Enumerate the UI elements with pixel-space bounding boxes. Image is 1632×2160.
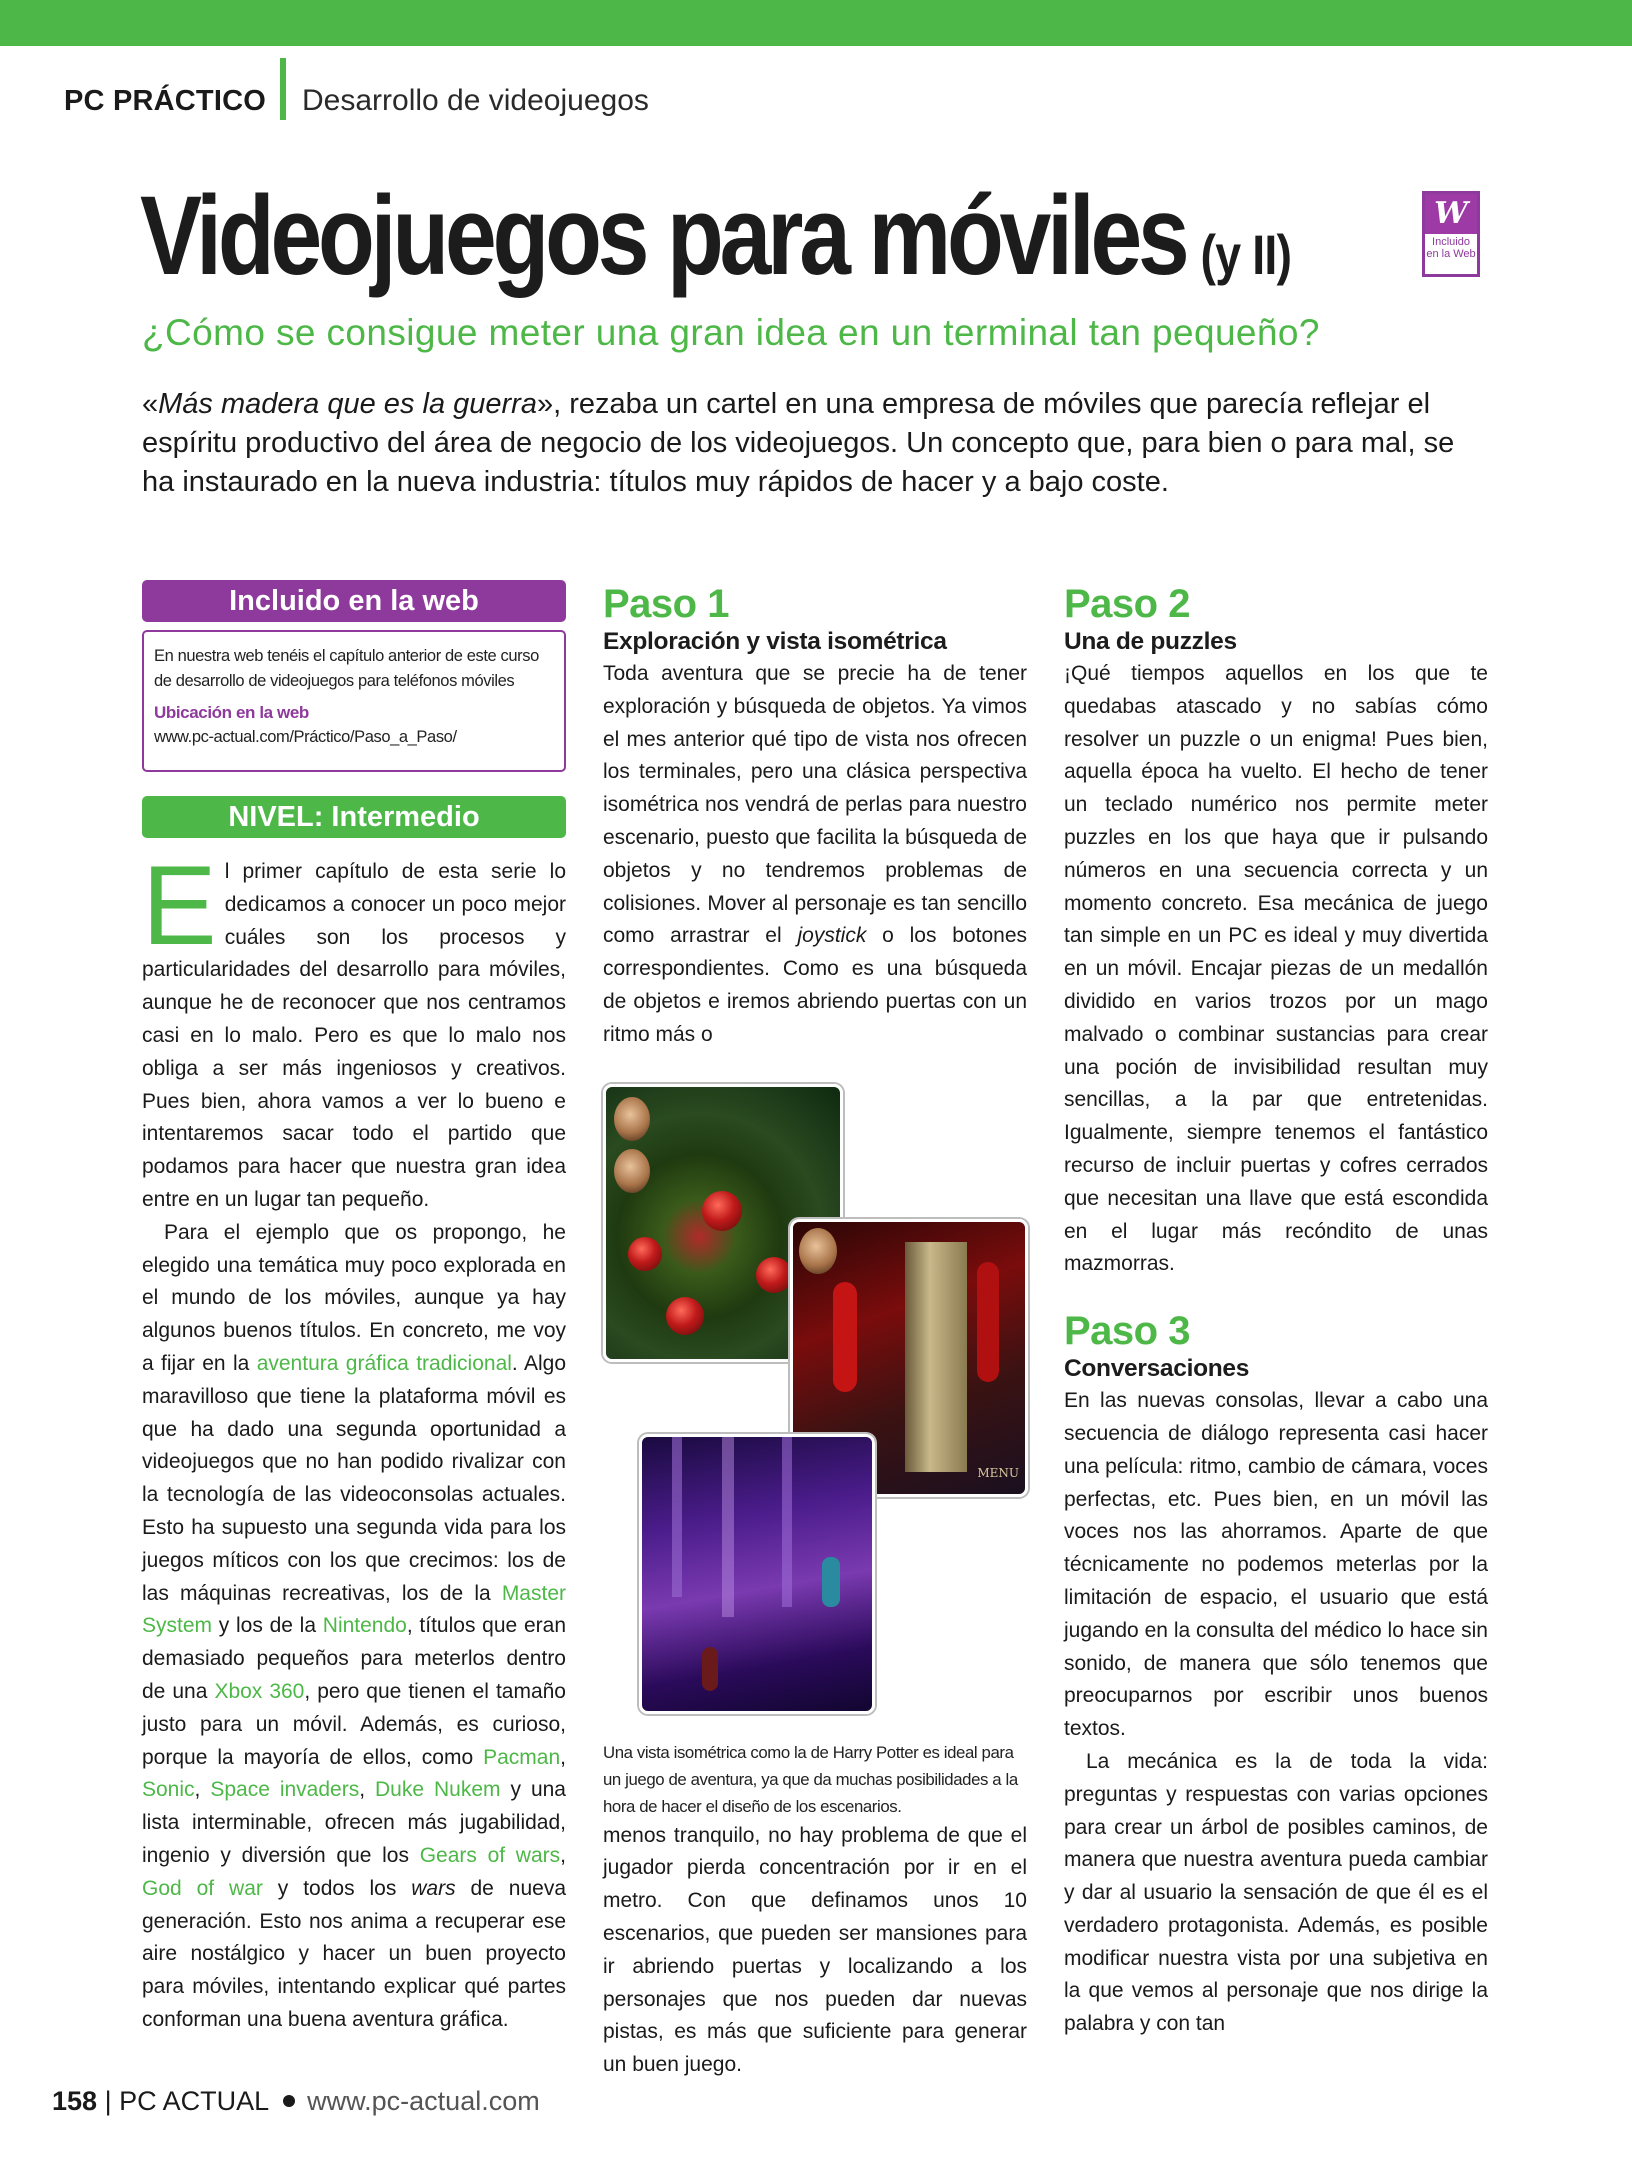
link-sonic[interactable]: Sonic [142,1778,195,1802]
character-portrait [614,1149,650,1193]
bullet-icon [283,2095,295,2107]
red-orb [702,1191,742,1231]
link-space-invaders[interactable]: Space invaders [210,1778,360,1802]
paso-1-continuation: menos tranquilo, no hay problema de que el jugador pierda concentración por ir en el metro. Con que definamos unos 10 escenarios, que pueden ser mansiones para ir abriendo puertas y localizando a los personajes que nos pueden dar nuevas pistas, es más que suficiente para generar un buen juego. [603,1823,1027,2077]
paso-3-paragraph-2: La mecánica es la de toda la vida: preguntas y respuestas con varias opciones para crear un árbol de posibles caminos, de manera que nuestra aventura pueda cambiar y dar al usuario la sensación de que él es el verdadero protagonista. Además, es posible modificar nuestra vista por una subjetiva en la que vemos al personaje que nos dirige la palabra y con tan [1064,1749,1488,2036]
paso-2-subheading: Una de puzzles [1064,628,1237,655]
page-footer: 158 | PC ACTUAL www.pc-actual.com [52,2086,540,2116]
game-screenshots [603,1084,1027,1739]
article-title [140,173,1292,298]
magazine-name: PC ACTUAL [119,2086,270,2116]
web-icon-letter: W [1434,196,1468,231]
character-portrait [614,1097,650,1141]
section-label: PC PRÁCTICO [64,84,266,117]
article-title-main: Videojuegos para móviles [140,173,1186,298]
intro-text: », rezaba un cartel en una empresa de móviles que parecía reflejar el espíritu productivo del área de negocio de los videojuegos. Un concepto que, para bien o para mal, se ha instaurado en la nueva industria: títulos muy rápidos de hacer y a bajo coste. [142,388,1455,498]
light-beam [782,1437,792,1607]
paso-3-subheading: Conversaciones [1064,1355,1250,1383]
section-header [64,78,649,124]
level-badge: NIVEL: Intermedio [142,796,566,838]
wizard-figure [702,1647,718,1691]
light-beam [672,1437,682,1597]
article-subtitle: ¿Cómo se consigue meter una gran idea en un terminal tan pequeño? [142,312,1320,353]
stone-pillar [905,1242,967,1472]
paso-3-paragraph-1: En las nuevas consolas, llevar a cabo una secuencia de diálogo representa casi hacer una película: ritmo, cambio de cámara, voces perfectas, etc. Pues bien, en un móvil las voces nos las ahorramos. Aparte de que técnicamente no podemos meterlas por la limitación de espacio, el usuario que está jugando en la consulta del médico lo hace sin sonido, de manera que sólo tenemos que preocuparnos por escribir unos buenos textos. [1064,1389,1488,1741]
link-xbox-360[interactable]: Xbox 360 [214,1679,305,1703]
link-nintendo[interactable]: Nintendo [322,1614,407,1638]
web-location-url[interactable]: www.pc-actual.com/Práctico/Paso_a_Paso/ [154,728,457,746]
drop-cap: E [142,843,217,968]
intro-quote: Más madera que es la guerra [158,388,537,420]
paso-1-subheading: Exploración y vista isométrica [603,628,947,655]
red-orb [666,1297,704,1335]
paso-2-heading: Paso 2 [1064,582,1190,626]
column-1-body [142,843,566,2037]
column-2 [603,582,1027,2082]
paso-1-heading: Paso 1 [603,582,729,626]
article-intro: «Más madera que es la guerra», rezaba un cartel en una empresa de móviles que parecía reflejar el espíritu productivo del área de negocio de los videojuegos. Un concepto que, para bien o para mal, se ha instaurado en la nueva industria: títulos muy rápidos de hacer y a bajo coste. [142,388,1455,498]
link-god-of-war[interactable]: God of war [142,1876,263,1900]
web-box-text: En nuestra web tenéis el capítulo anterior de este curso de desarrollo de videojuegos para teléfonos móviles [154,647,539,690]
section-topic: Desarrollo de videojuegos [302,84,649,117]
footer-url[interactable]: www.pc-actual.com [307,2086,540,2116]
column-3 [1064,582,1488,2041]
web-location-label: Ubicación en la web [154,703,309,722]
paso-2-text: ¡Qué tiempos aquellos en los que te quedabas atascado y no sabías cómo resolver un puzzle o un enigma! Pues bien, aquella época ha vuelto. El hecho de tener un teclado numérico nos permite meter puzzles en los que haya que ir pulsando números en una secuencia correcta y un momento concreto. Esa mecánica de juego tan simple en un PC es ideal y muy divertida en un móvil. Encajar piezas de un medallón dividido en varios trozos por un mago malvado o combinar sustancias para crear una poción de invisibilidad resultan muy sencillas, a la par que entretenidas. Igualmente, siempre tenemos el fantástico recurso de incluir puertas y cofres cerrados que necesitan una llave que está escondida en el lugar más recóndito de unas mazmorras. [1064,662,1488,1276]
menu-label: MENU [977,1465,1019,1480]
web-box [142,630,566,772]
page-number: 158 [52,2086,98,2116]
col1-paragraph-1: El primer capítulo de esta serie lo dedicamos a conocer un poco mejor cuáles son los procesos y particularidades del desarrollo para móviles, aunque he de reconocer que nos centramos casi en lo malo. Pero es que lo malo nos obliga a ser más ingeniosos y creativos. Pues bien, ahora vamos a ver lo bueno e intentaremos sacar todo el partido que podamos para hacer que nuestra gran idea entre en un lugar tan pequeño. [142,843,566,1211]
red-column [977,1262,999,1382]
col1-paragraph-2: Para el ejemplo que os propongo, he elegido una temática muy poco explorada en el mundo de los móviles, aunque ya hay algunos buenos títulos. En concreto, me voy a fijar en la aventura gráfica tradicional. Algo maravilloso que tiene la plataforma móvil es que ha dado una segunda oportunidad a videojuegos que no han podido rivalizar con la tecnología de las videoconsolas actuales. Esto ha supuesto una segunda vida para los juegos míticos con los que crecimos: los de las máquinas recreativas, los de la Master System y los de la Nintendo, títulos que eran demasiado pequeños para meterlos dentro de una Xbox 360, pero que tienen el tamaño justo para un móvil. Además, es curioso, porque la mayoría de ellos, como Pacman, Sonic, Space invaders, Duke Nukem y una lista interminable, ofrecen más jugabilidad, ingenio y diversión que los Gears of wars, God of war y todos los wars de nueva generación. Esto nos anima a recuperar ese aire nostálgico y hacer un buen proyecto para móviles, intentando explicar qué partes conforman una buena aventura gráfica. [142,1220,566,2031]
link-master-system[interactable]: Master System [142,1581,566,1638]
web-included-icon [1422,191,1480,277]
paso-3-heading: Paso 3 [1064,1309,1190,1354]
screenshot-great-hall [639,1434,875,1714]
header-divider [280,58,286,120]
web-icon-label: Incluido en la Web [1425,234,1477,274]
red-orb [756,1257,792,1293]
screenshot-caption: Una vista isométrica como la de Harry Potter es ideal para un juego de aventura, ya que da muchas posibilidades a la hora de hacer el diseño de los escenarios. [603,1742,1018,1816]
web-box-heading: Incluido en la web [142,580,566,622]
link-aventura-grafica[interactable]: aventura gráfica tradicional [256,1351,512,1375]
red-orb [628,1237,662,1271]
light-beam [722,1437,734,1617]
red-column [833,1282,857,1392]
article-title-suffix: (y II) [1200,223,1292,286]
link-pacman[interactable]: Pacman [483,1745,561,1769]
character-portrait [799,1228,837,1274]
link-duke-nukem[interactable]: Duke Nukem [375,1778,501,1802]
paso-1-text: Toda aventura que se precie ha de tener exploración y búsqueda de objetos. Ya vimos el mes anterior qué tipo de vista nos ofrecen los terminales, pero una clásica perspectiva isométrica nos vendrá de perlas para nuestro escenario, puesto que facilita la búsqueda de objetos y no tendremos problemas de colisiones. Mover al personaje es tan sencillo como arrastrar el joystick o los botones correspondientes. Como es una búsqueda de objetos e iremos abriendo puertas con un ritmo más o [603,662,1028,1046]
column-1 [142,580,566,2037]
wizard-figure [822,1557,840,1607]
top-color-bar [0,0,1632,46]
link-gears-of-wars[interactable]: Gears of wars [419,1843,561,1867]
